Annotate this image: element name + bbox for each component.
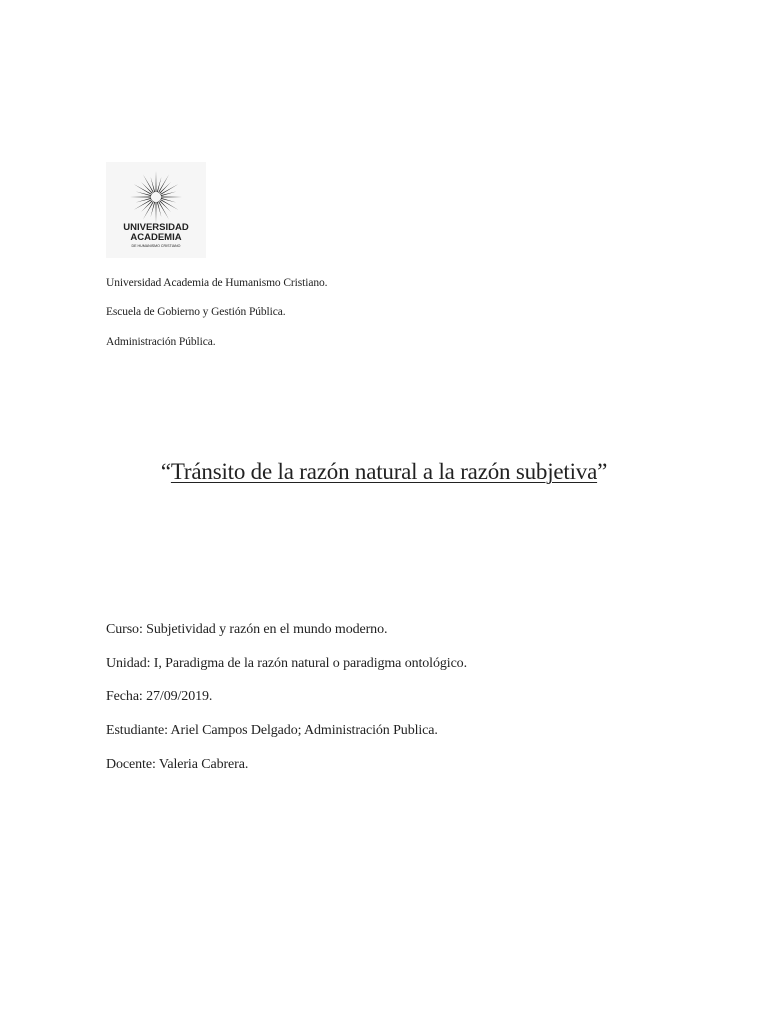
school-name: Escuela de Gobierno y Gestión Pública. bbox=[106, 306, 286, 318]
title-close-quote: ” bbox=[597, 459, 608, 484]
document-title bbox=[0, 459, 768, 485]
title-open-quote: “ bbox=[160, 459, 171, 484]
university-logo bbox=[106, 162, 206, 258]
university-name: Universidad Academia de Humanismo Cristiano. bbox=[106, 277, 328, 289]
title-text: Tránsito de la razón natural a la razón subjetiva bbox=[170, 459, 598, 484]
program-name: Administración Pública. bbox=[106, 336, 216, 348]
course-line: Curso: Subjetividad y razón en el mundo moderno. bbox=[106, 622, 388, 637]
date-line: Fecha: 27/09/2019. bbox=[106, 689, 213, 704]
unit-line: Unidad: I, Paradigma de la razón natural o paradigma ontológico. bbox=[106, 656, 467, 671]
teacher-line: Docente: Valeria Cabrera. bbox=[106, 757, 249, 772]
svg-text:ACADEMIA: ACADEMIA bbox=[130, 232, 182, 243]
sunburst-logo-icon bbox=[106, 162, 206, 258]
student-line: Estudiante: Ariel Campos Delgado; Administración Publica. bbox=[106, 723, 438, 738]
svg-text:DE HUMANISMO CRISTIANO: DE HUMANISMO CRISTIANO bbox=[131, 244, 181, 248]
svg-text:UNIVERSIDAD: UNIVERSIDAD bbox=[123, 222, 189, 233]
